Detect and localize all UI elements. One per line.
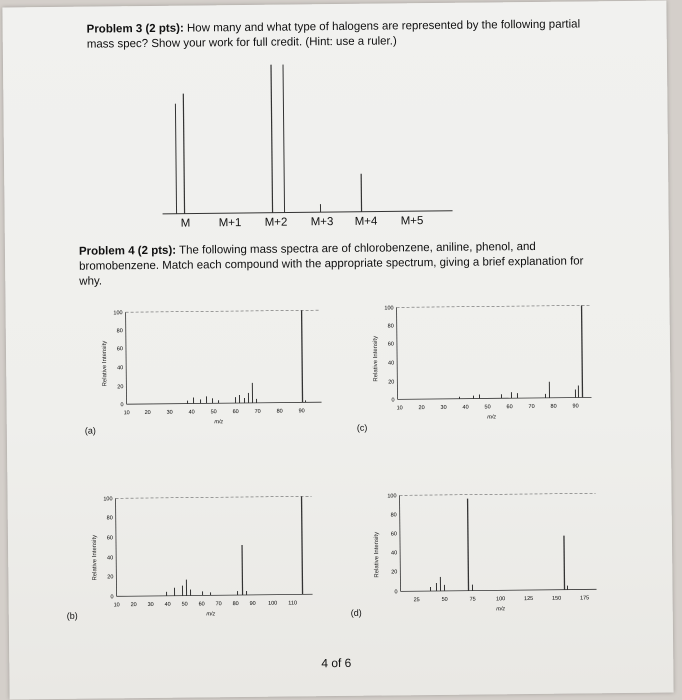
spectrum-a-ylabel: Relative Intensity [101,340,109,387]
spectrum-c-ytick: 20 [388,379,395,386]
problem-3-spectrum [153,61,455,224]
spectrum-d-xlabel: m/z [496,606,506,613]
peak-m-frame-left [175,104,176,214]
peak-label-m1: M+1 [218,217,242,230]
spectrum-d-ytick: 80 [390,512,397,519]
spectrum-d-xtick: 50 [441,596,448,603]
spectrum-c-xtick: 40 [462,404,469,411]
spectrum-d-ytick: 0 [394,589,398,596]
spectrum-b [81,482,322,620]
spectrum-c-xtick: 70 [528,403,535,411]
spectrum-b-xtick: 110 [288,600,298,607]
spectrum-c-ytick: 0 [391,397,395,404]
spectrum-c-top-gridline [397,305,591,307]
problem-3-body: How many and what type of halogens are represented by the following partial mass spec? Show your work for full credit. (Hint: use a ruler.) [86,18,581,51]
spectrum-a-xtick: 80 [276,408,283,415]
spectrum-a-xtick: 60 [232,409,239,416]
spectrum-b-xtick: 40 [164,601,171,608]
spectrum-b-ytick: 60 [106,535,113,542]
spectrum-d-ytick: 100 [387,493,397,500]
peak-label-m2: M+2 [264,216,288,229]
spectrum-a-xtick: 40 [188,409,195,416]
spectrum-b-xlabel: m/z [206,611,216,618]
spectrum-b-xtick: 70 [215,601,222,608]
spectrum-d-ylabel: Relative Intensity [373,531,381,578]
spectrum-a-label: (a) [84,425,96,436]
peak-m-plus-2-side [283,65,285,213]
spectrum-d-xtick: 150 [551,595,562,602]
peak-m [183,94,184,214]
spectrum-c-yaxis [397,307,398,399]
spectrum-b-xtick: 60 [198,601,205,608]
spectrum-d-peaks [430,498,568,591]
spectrum-d-ytick: 20 [391,569,398,576]
problem-4-text [79,239,599,289]
spectrum-a-xaxis [127,402,322,404]
spectrum-b-xaxis [117,594,313,596]
spectrum-c-ylabel: Relative Intensity [372,335,380,382]
spectrum-c-ytick: 60 [387,341,394,348]
spectrum-d-xtick: 125 [523,595,534,603]
spectrum-d-label: (d) [350,607,362,618]
spectrum-b-ytick: 40 [107,555,114,562]
spectrum-c-peaks [459,305,583,398]
spectrum-d-ytick: 60 [390,531,397,538]
spectrum-b-yaxis [116,498,117,596]
spectrum-c-xlabel: m/z [487,414,497,421]
spectrum-b-xtick: 80 [232,601,239,608]
spectrum-b-xtick: 30 [147,601,154,609]
spectrum-c-xtick: 20 [418,405,425,412]
spectrum-a-top-gridline [126,310,321,312]
spectrum-a-xtick: 70 [254,408,261,415]
spectrum-b-label: (b) [66,610,78,621]
spectrum-b-xtick: 10 [113,602,120,609]
spectrum-a-peaks [187,310,306,403]
spectrum-a-xtick: 30 [166,409,173,416]
spectrum-d-xtick: 75 [469,596,476,603]
spectrum-c [360,297,611,425]
spectrum-b-xtick: 50 [181,601,188,608]
spectrum-c-label: (c) [356,422,368,433]
spectrum-a-ytick: 100 [113,310,123,317]
worksheet-page [2,1,673,700]
spectrum-a-ytick: 0 [120,402,124,409]
spectrum-c-ytick: 80 [387,323,394,330]
spectrum-d [359,479,610,617]
spectrum-d-top-gridline [400,493,596,495]
spectrum-c-xaxis [398,397,592,399]
spectrum-d-xtick: 100 [495,596,506,603]
spectrum-a-ytick: 40 [117,365,124,372]
peak-label-m4: M+4 [354,215,378,228]
spectrum-a-xtick: 50 [210,409,217,416]
spectrum-d-yaxis [400,495,401,591]
problem-3-text [87,17,597,52]
spectrum-c-ytick: 100 [384,305,394,312]
spectrum-b-peaks [166,496,303,595]
spectrum-c-xtick: 90 [572,403,579,410]
problem-3-label: Problem 3 (2 pts): [86,22,184,36]
spectrum-c-xtick: 60 [506,404,513,411]
spectrum-b-ytick: 0 [110,594,114,601]
spectrum-c-xtick: 30 [440,404,447,411]
spectrum-a-yaxis [126,312,127,404]
spectrum-a [96,302,337,430]
spectrum-a-ytick: 20 [117,384,124,391]
spectrum-b-xtick: 100 [268,600,278,607]
spectrum-b-top-gridline [116,496,312,498]
spectrum-axis [163,211,453,214]
spectrum-c-xtick: 80 [550,403,557,410]
peak-label-m5: M+5 [400,215,424,228]
spectrum-a-xtick: 90 [298,408,305,415]
spectrum-d-xtick: 175 [579,595,590,602]
spectrum-d-xtick: 25 [413,597,420,604]
spectrum-b-xtick: 90 [249,600,256,607]
spectrum-c-ytick: 40 [387,360,395,367]
spectrum-b-ytick: 80 [106,515,113,522]
spectrum-a-xtick: 20 [144,409,151,417]
peak-label-m3: M+3 [310,216,334,229]
spectrum-b-ytick: 100 [103,496,113,503]
peak-m-plus-2 [271,65,273,213]
spectrum-a-xlabel: m/z [214,419,224,426]
spectrum-b-ytick: 20 [107,574,114,581]
spectrum-a-ytick: 80 [116,328,123,335]
spectrum-c-xtick: 50 [484,404,491,411]
spectrum-a-ytick: 60 [116,346,124,353]
spectrum-a-xtick: 10 [123,410,130,417]
spectrum-b-xtick: 20 [130,602,137,609]
problem-4-label: Problem 4 (2 pts): [78,244,177,258]
peak-label-m: M [180,217,191,230]
problem-4-body: The following mass spectra are of chlorobenzene, aniline, phenol, and bromobenzene. Match each compound with the appropriate spectrum, giving a brief explanation for why. [79,240,584,288]
spectrum-d-ytick: 40 [390,550,398,557]
spectrum-c-xtick: 10 [396,405,403,412]
spectrum-b-ylabel: Relative Intensity [91,534,99,581]
page-number: 4 of 6 [321,655,352,671]
